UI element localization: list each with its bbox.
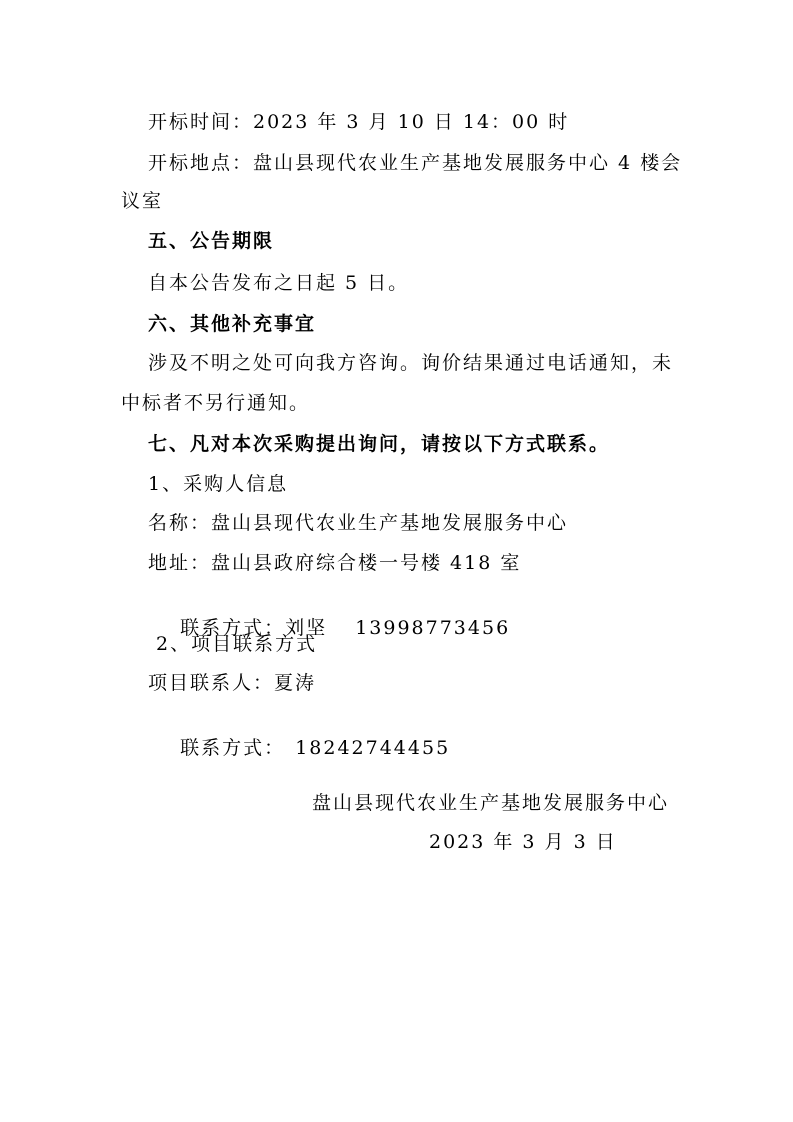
- project-contact-phone: 18242744455: [295, 737, 451, 759]
- purchaser-heading: 1、采购人信息: [148, 473, 289, 495]
- opening-time: 开标时间：2023 年 3 月 10 日 14：00 时: [148, 111, 570, 133]
- project-heading: 2、项目联系方式: [148, 633, 318, 655]
- section-6-heading: 六、其他补充事宜: [148, 313, 317, 335]
- section-6-body-line-2: 中标者不另行通知。: [121, 392, 311, 414]
- section-5-heading: 五、公告期限: [148, 230, 275, 252]
- purchaser-contact-label: 联系方式：刘坚: [180, 617, 328, 639]
- section-6-body-line-1: 涉及不明之处可向我方咨询。询价结果通过电话通知，未: [148, 352, 674, 374]
- signature-org: 盘山县现代农业生产基地发展服务中心: [312, 792, 670, 814]
- signature-date: 2023 年 3 月 3 日: [429, 831, 617, 853]
- section-7-heading: 七、凡对本次采购提出询问，请按以下方式联系。: [148, 433, 611, 455]
- section-5-body: 自本公告发布之日起 5 日。: [148, 272, 410, 294]
- project-contact-person: 项目联系人：夏涛: [148, 672, 317, 694]
- project-contact: [148, 712, 450, 784]
- project-contact-label: 联系方式：: [180, 737, 286, 759]
- purchaser-name: 名称：盘山县现代农业生产基地发展服务中心: [148, 512, 569, 534]
- purchaser-address: 地址：盘山县政府综合楼一号楼 418 室: [148, 552, 522, 574]
- purchaser-contact-phone: 13998773456: [355, 617, 511, 639]
- opening-place-line-2: 议室: [121, 190, 164, 212]
- opening-place-line-1: 开标地点：盘山县现代农业生产基地发展服务中心 4 楼会: [148, 152, 683, 174]
